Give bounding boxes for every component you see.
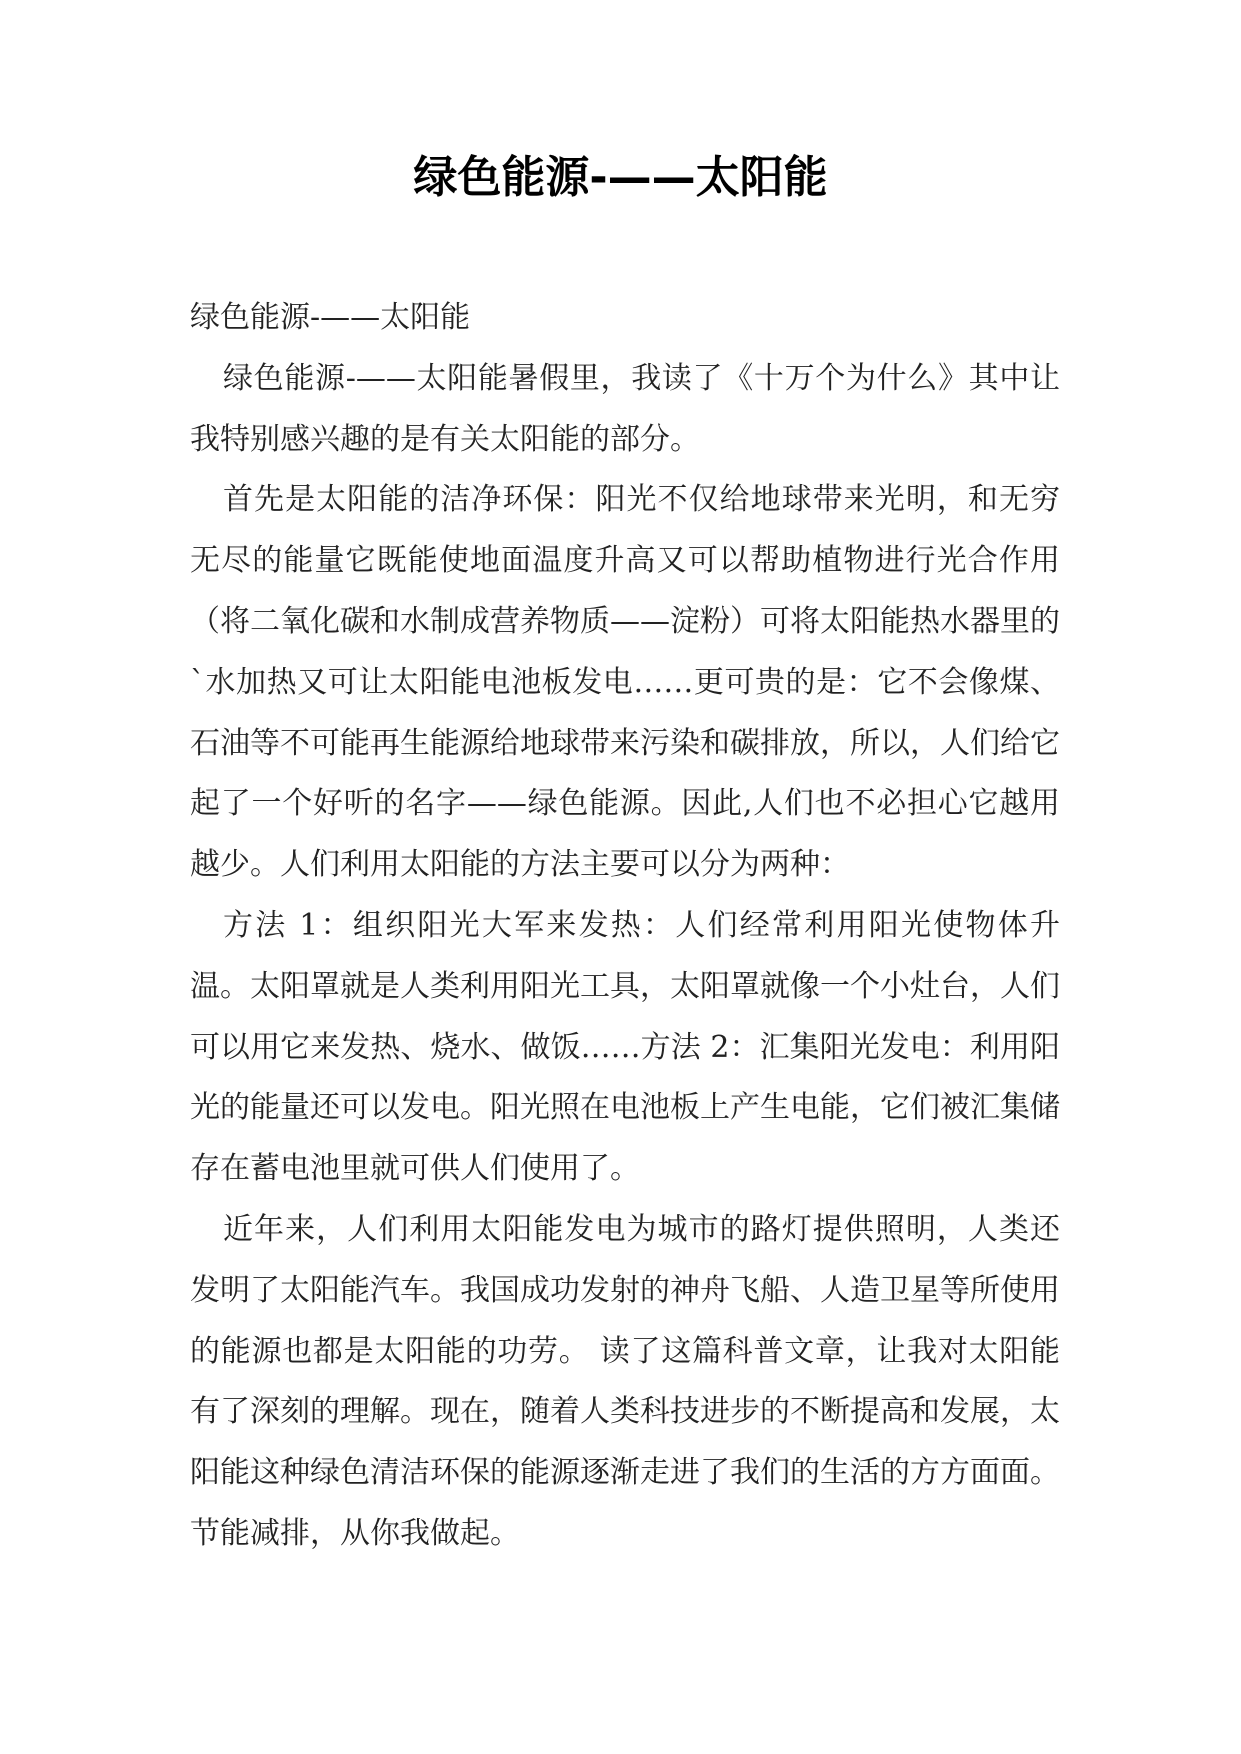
document-title: 绿色能源-——太阳能 <box>413 152 828 203</box>
paragraph-methods: 方法 1：组织阳光大军来发热：人们经常利用阳光使物体升温。太阳罩就是人类利用阳光工具，太阳罩就像一个小灶台，人们可以用它来发热、烧水、做饭……方法 2：汇集阳光发电：利用阳光的能量还可以发电。阳光照在电池板上产生电能，它们被汇集储存在蓄电池里就可供人们使用了。 <box>190 907 1060 1187</box>
paragraph-conclusion: 近年来，人们利用太阳能发电为城市的路灯提供照明，人类还发明了太阳能汽车。我国成功发射的神舟飞船、人造卫星等所使用的能源也都是太阳能的功劳。 读了这篇科普文章，让我对太阳能有了深刻的理解。现在，随着人类科技进步的不断提高和发展，太阳能这种绿色清洁环保的能源逐渐走进了我们的生活的方方面面。节能减排，从你我做起。 <box>190 1211 1060 1551</box>
document-body <box>190 288 1060 1565</box>
paragraph-subtitle: 绿色能源-——太阳能 <box>190 300 471 335</box>
paragraph-intro: 绿色能源-——太阳能暑假里，我读了《十万个为什么》其中让我特别感兴趣的是有关太阳能的部分。 <box>190 360 1060 457</box>
paragraph-clean-energy: 首先是太阳能的洁净环保：阳光不仅给地球带来光明，和无穷无尽的能量它既能使地面温度升高又可以帮助植物进行光合作用（将二氧化碳和水制成营养物质——淀粉）可将太阳能热水器里的`水加热又可让太阳能电池板发电……更可贵的是：它不会像煤、石油等不可能再生能源给地球带来污染和碳排放，所以，人们给它起了一个好听的名字——绿色能源。因此,人们也不必担心它越用越少。人们利用太阳能的方法主要可以分为两种： <box>190 482 1060 883</box>
